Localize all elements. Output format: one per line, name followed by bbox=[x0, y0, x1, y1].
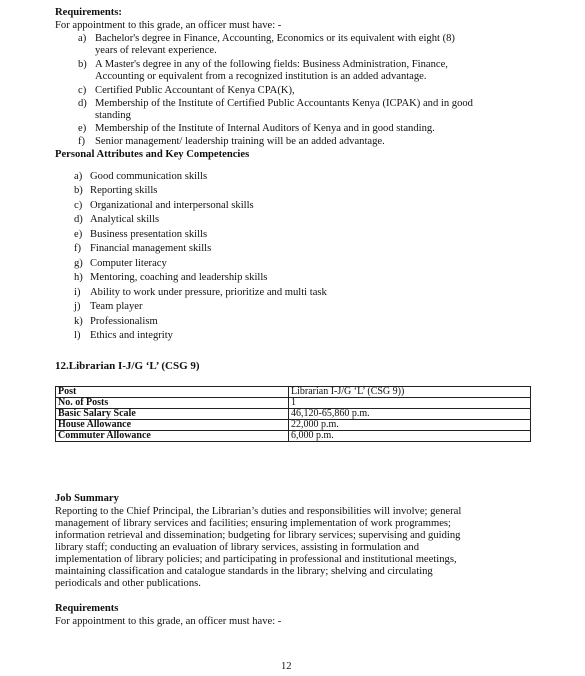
list-item: a) Good communication skills bbox=[74, 171, 208, 182]
table-row bbox=[56, 409, 531, 420]
table-cell-key: Commuter Allowance bbox=[56, 431, 289, 442]
list-item: c) Organizational and interpersonal skills bbox=[74, 200, 254, 211]
paragraph-line: periodicals and other publications. bbox=[55, 578, 201, 589]
paragraph-line: information retrieval and dissemination; budgeting for library services; supervising and guiding bbox=[55, 530, 461, 541]
list-item: k) Professionalism bbox=[74, 316, 158, 327]
requirements-intro-2: For appointment to this grade, an officer must have: - bbox=[55, 616, 282, 627]
table-cell-key: Post bbox=[56, 387, 289, 398]
table-cell-value: 6,000 p.m. bbox=[289, 431, 531, 442]
requirements-intro: For appointment to this grade, an officer must have: - bbox=[55, 20, 282, 31]
list-item: d) Analytical skills bbox=[74, 214, 160, 225]
post-details-table bbox=[55, 386, 531, 442]
list-item: f) Financial management skills bbox=[74, 243, 212, 254]
requirements-heading-2: Requirements bbox=[55, 603, 119, 614]
document-page: Requirements: For appointment to this grade, an officer must have: - a) Bachelor's degree in Finance, Accounting, Economics or its equivalent with eight (8) years of relevant experience. b) A Master's degree in any of the following fields: Business Administration, Finance, Accounting or equivalent from a recognized institution is an added advantage. c) Certified Public Accountant of Kenya CPA(K), d) Membership of the Institute of Certified Public Accountants Kenya (ICPAK) and in good standing e) Membership of the Institute of Internal Auditors of Kenya and in good standing. f) Senior management/ leadership training will be an added advantage. Personal Attributes and Key Competencies a) Good communication skills b) Reporting skills c) Organizational and interpersonal skills d) Analytical skills e) Business presentation skills f) Financial management skills g) Computer literacy h) Mentoring, coaching and leadership skills i) Ability to work under pressure, prioritize and multi task j) Team player k) Professionalism l) Ethics and integrity 12.Librarian I-J/G ‘L’ (CSG 9) Post Librarian I-J/G ‘L’ (CSG 9)) No. of Posts 1 Basic Salary Scale 46,120-65,860 p.m. House Allowance 22,000 p.m. Commuter Allowance 6,000 p.m. Job Summary Reporting to the Chief Principal, the Librarian’s duties and responsibilities will involve; general management of library services and facilities; ensuring implementation of work programmes; information retrieval and dissemination; budgeting for library services; supervising and guiding library staff; conducting an evaluation of library services, assisting in formulation and implementation of library policies; and participating in professional and institutional meetings, maintaining classification and catalogue standards in the library; shelving and circulating periodicals and other publications. Requirements For appointment to this grade, an officer must have: - 12 bbox=[0, 0, 585, 676]
list-item: b) Reporting skills bbox=[74, 185, 158, 196]
table-cell-key: House Allowance bbox=[56, 420, 289, 431]
table-row bbox=[56, 420, 531, 431]
table-cell-value: 1 bbox=[289, 398, 531, 409]
list-item-continuation: Accounting or equivalent from a recognized institution is an added advantage. bbox=[95, 71, 427, 82]
job-summary-heading: Job Summary bbox=[55, 493, 119, 504]
list-item: h) Mentoring, coaching and leadership skills bbox=[74, 272, 268, 283]
list-item: e) Business presentation skills bbox=[74, 229, 208, 240]
table-cell-key: No. of Posts bbox=[56, 398, 289, 409]
list-item: j) Team player bbox=[74, 301, 143, 312]
table-cell-value: 22,000 p.m. bbox=[289, 420, 531, 431]
list-item-continuation: years of relevant experience. bbox=[95, 45, 217, 56]
list-item: i) Ability to work under pressure, prioritize and multi task bbox=[74, 287, 327, 298]
requirements-heading: Requirements: bbox=[55, 7, 122, 18]
competencies-heading: Personal Attributes and Key Competencies bbox=[55, 149, 250, 160]
list-item: g) Computer literacy bbox=[74, 258, 167, 269]
paragraph-line: Reporting to the Chief Principal, the Librarian’s duties and responsibilities will involve; general bbox=[55, 506, 462, 517]
paragraph-line: maintaining classification and catalogue standards in the library; shelving and circulating bbox=[55, 566, 433, 577]
table-row bbox=[56, 431, 531, 442]
section-heading: 12.Librarian I-J/G ‘L’ (CSG 9) bbox=[55, 360, 200, 372]
list-item-continuation: standing bbox=[95, 110, 131, 121]
table-cell-value: Librarian I-J/G ‘L’ (CSG 9)) bbox=[289, 387, 531, 398]
list-item: l) Ethics and integrity bbox=[74, 330, 173, 341]
paragraph-line: implementation of library policies; and participating in professional and institutional meetings, bbox=[55, 554, 457, 565]
paragraph-line: management of library services and facilities; ensuring implementation of work programmes; bbox=[55, 518, 451, 529]
table-cell-value: 46,120-65,860 p.m. bbox=[289, 409, 531, 420]
page-number: 12 bbox=[281, 661, 292, 672]
table-row bbox=[56, 387, 531, 398]
table-cell-key: Basic Salary Scale bbox=[56, 409, 289, 420]
table-row bbox=[56, 398, 531, 409]
paragraph-line: library staff; conducting an evaluation of library services, assisting in formulation and bbox=[55, 542, 420, 553]
